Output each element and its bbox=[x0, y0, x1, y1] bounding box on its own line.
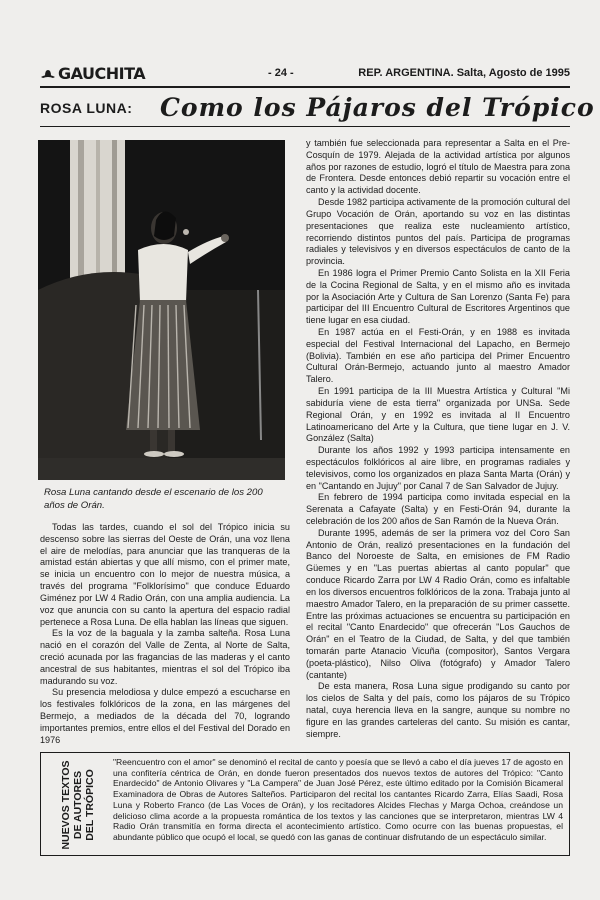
paragraph: En 1991 participa de la III Muestra Artística y Cultural "Mi sabiduría viene de esta tierra" organizada por UNSa. Sede Regional Orán, y en 1992 es invitada al II Encuentro Latinoamericano del Arte y la Cultura, que tiene lugar en J. V. González (Salta) bbox=[306, 386, 570, 444]
box-title-line: DE AUTORES bbox=[71, 770, 84, 840]
box-body-text: "Reencuentro con el amor" se denominó el recital de canto y poesía que se llevó a cabo el día jueves 17 de agosto en una confitería céntrica de Orán, en donde fueron presentados dos nuevos textos de autores del Trópico: "Canto Enardecido" de Antonio Olivares y "La Campera" de Juan José Pérez, este último editado por la Comisión Bicameral Examinadora de Obras de Autores Salteños. Participaron del recital los cantantes Ricardo Zarra, Elías Saadi, Rosa Luna y Roberto Franco (de Las Voces de Orán), y los recitadores Alcides Flechas y Marga Ochoa, creándose un delicioso clima acorde a la propuesta romántica de los textos y las canciones que se interpretaron, mientras LW 4 Radio Orán transmitía en forma directa el acontecimiento artístico. Como ocurre con las buenas propuestas, el abundante público que ocupó el local, se quedó con las ganas de continuar disfrutando de un espectáculo similar. bbox=[113, 757, 563, 843]
box-vertical-title bbox=[43, 757, 113, 853]
gaucho-hat-icon bbox=[40, 66, 56, 80]
masthead-rule bbox=[40, 86, 570, 88]
section-label: ROSA LUNA: bbox=[40, 100, 133, 116]
masthead bbox=[40, 64, 570, 86]
paragraph: Desde 1982 participa activamente de la promoción cultural del Grupo Vocación de Orán, aportando su voz en las distintas presentaciones que realiza este nucleamiento artístico, recorriendo distintos puntos del país. Participa de programas radiales y televisivos y en diversos espectáculos de canto de la provincia. bbox=[306, 197, 570, 267]
paragraph: En febrero de 1994 participa como invitada especial en la Serenata a Cafayate (Salta) y en Festi-Orán 94, durante la celebración de los 200 años de San Ramón de la Nueva Orán. bbox=[306, 492, 570, 526]
paragraph: Durante 1995, además de ser la primera voz del Coro San Antonio de Orán, realizó presentaciones en la fundación del Banco del Noroeste de Salta, en emisiones de FM Radio Güemes y en "Las puertas abiertas al canto popular" que conduce Ricardo Zarra por LW 4 Radio Orán, como es infaltable en los diversos encuentros folklóricos de la zona. Trabaja junto al maestro Amador Talero, en la preparación de su primer cassette. Entre las próximas actuaciones se encuentra su participación en el recital "Canto Enardecido" que ofrecerán "Los Gauchos de Orán" en el Teatro de la Ciudad, de Salta, y del que también tomarán parte Atanacio Vicuña (compositor), Santos Vergara (poeta-plástico), Nilso Oliva (fotógrafo) y Amador Talero (cantante) bbox=[306, 527, 570, 680]
logo-text: GAUCHITA bbox=[58, 64, 146, 83]
sidebar-box bbox=[40, 752, 570, 856]
paragraph: Es la voz de la baguala y la zamba salteña. Rosa Luna nació en el corazón del Valle de Zenta, al Norte de Salta, creció acunada por las fragancias de las maderas y el canto ancestral de sus habitantes, mientras el sol del Trópico iba madurando su voz. bbox=[40, 628, 290, 686]
page-number: - 24 - bbox=[268, 67, 294, 79]
paragraph: De esta manera, Rosa Luna sigue prodigando su canto por los cielos de Salta y del país, como los pájaros de su Trópico natal, cuya herencia lleva en la sangre, aunque su nombre no figure en las grandes carteleras del canto. Su misión es cantar, siempre. bbox=[306, 681, 570, 739]
paragraph: Todas las tardes, cuando el sol del Trópico inicia su descenso sobre las sierras del Oeste de Orán, una voz llena el aire de melodías, para anunciar que las tranqueras de la amistad están abiertas y que allí mismo, con el primer mate, se inicia un encuentro con lo mejor de nuestra música, a través del programa "Folklorísimo" que conduce Eduardo Giménez por LW 4 Radio Orán, con una amplia audiencia. La voz que anuncia con su canto la apertura del espacio radial pertenece a Rosa Luna. De ella hablan las líneas que siguen. bbox=[40, 522, 290, 627]
paragraph: Su presencia melodiosa y dulce empezó a escucharse en los festivales folklóricos de la zona, en las márgenes del Bermejo, a mediados de la década del 70, logrando importantes premios, entre ellos el del Festival del Dorado en 1976 bbox=[40, 687, 290, 745]
publication-logo bbox=[40, 64, 145, 83]
paragraph: y también fue seleccionada para representar a Salta en el Pre-Cosquín de 1979. Alejada de la actividad artística por algunos años por razones de estudio, logró el título de Maestra para zona de Frontera. Desde entonces debió repartir su vocación entre el canto y la actividad docente. bbox=[306, 138, 570, 196]
dateline: REP. ARGENTINA. Salta, Agosto de 1995 bbox=[358, 67, 570, 79]
article-left-column bbox=[40, 522, 290, 746]
article-right-column bbox=[306, 138, 570, 740]
paragraph: En 1986 logra el Primer Premio Canto Solista en la XII Feria de la Cocina Regional de Salta, y en el mismo año es invitada por la Asociación Arte y Cultura de San Lorenzo (Santa Fe) para participar del III Encuentro Cultural de Escritores Argentinos que tiene lugar en esa ciudad. bbox=[306, 267, 570, 326]
paragraph: Durante los años 1992 y 1993 participa intensamente en espectáculos folklóricos al aire libre, en programas radiales y televisivos, como los organizados en plaza Santa Marta (Orán) y en "Cantando en Jujuy" por Canal 7 de San Salvador de Jujuy. bbox=[306, 445, 570, 491]
paragraph: En 1987 actúa en el Festi-Orán, y en 1988 es invitada especial del Festival Internacional del Lapacho, en Bermejo (Bolivia). También en ese año participa del Primer Encuentro Cultural Orán-Bermejo, actuando junto al maestro Amador Talero. bbox=[306, 327, 570, 385]
box-title-line: DEL TRÓPICO bbox=[84, 769, 97, 841]
box-title-line: NUEVOS TEXTOS bbox=[59, 760, 72, 850]
title-rule bbox=[40, 126, 570, 127]
photo-caption: Rosa Luna cantando desde el escenario de los 200 años de Orán. bbox=[44, 487, 263, 512]
article-title: Como los Pájaros del Trópico bbox=[160, 93, 595, 122]
singer-photo bbox=[38, 140, 285, 480]
